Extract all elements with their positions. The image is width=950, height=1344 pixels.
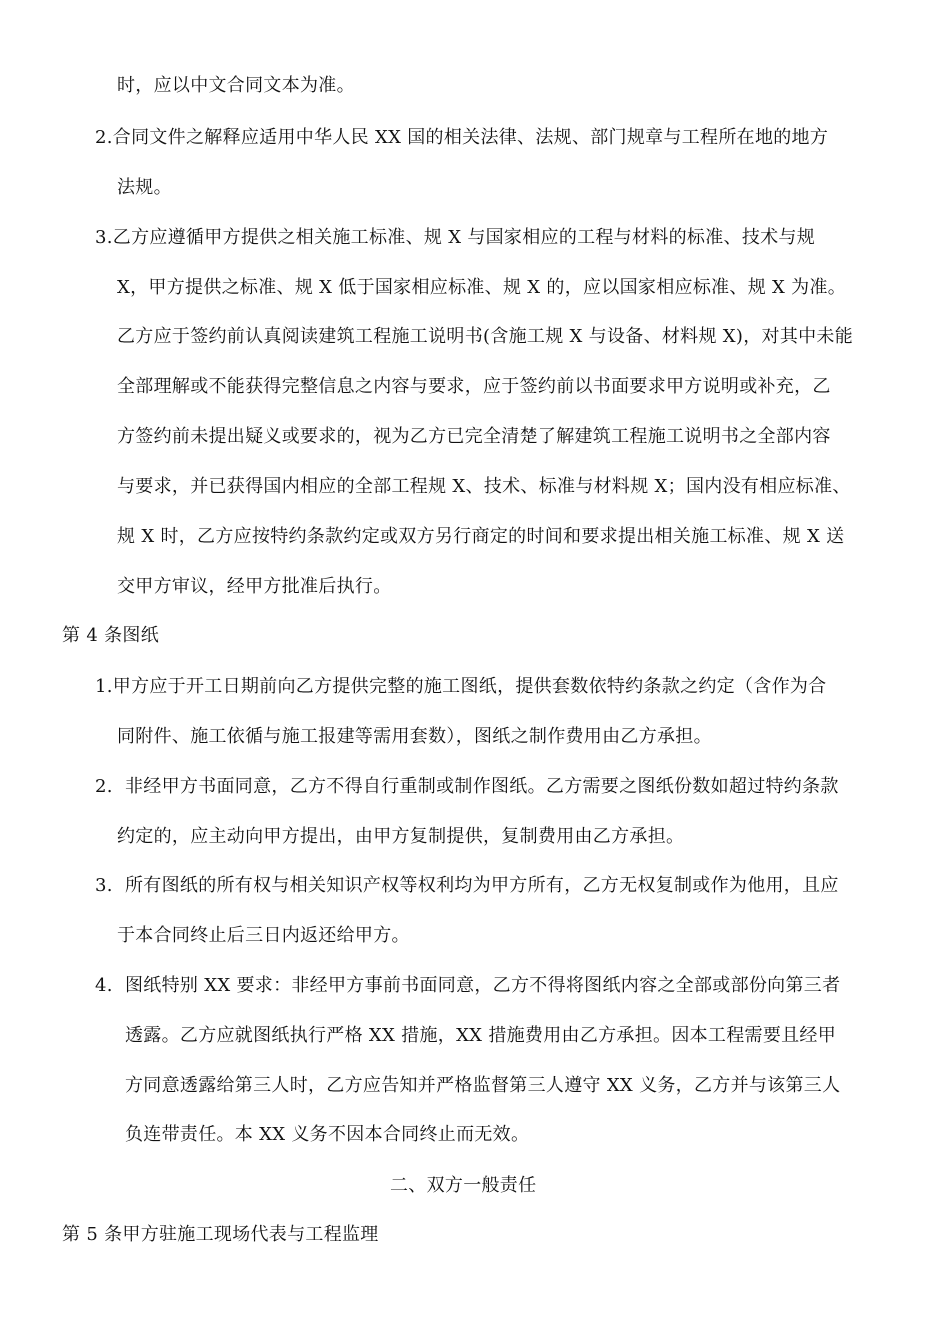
item-number: 2. [95,776,113,797]
text-line: 约定的，应主动向甲方提出，由甲方复制提供，复制费用由乙方承担。 [117,826,685,847]
item-number: 3. [95,875,113,896]
list-item-2 [95,126,828,150]
item-number: 4. [95,975,113,996]
text-line: 时，应以中文合同文本为准。 [117,75,355,96]
list-item-4 [95,974,840,998]
item-number: 3. [95,227,113,248]
text-line: 方同意透露给第三人时，乙方应告知并严格监督第三人遵守 XX 义务，乙方并与该第三人 [125,1075,841,1096]
text-line: 全部理解或不能获得完整信息之内容与要求，应于签约前以书面要求甲方说明或补充，乙 [117,376,831,397]
list-item-3 [95,874,839,898]
clause-heading: 第 4 条图纸 [62,625,159,646]
clause-heading: 第 5 条甲方驻施工现场代表与工程监理 [62,1224,379,1245]
section-title: 二、双方一般责任 [390,1175,537,1196]
text-line: 同附件、施工依循与施工报建等需用套数），图纸之制作费用由乙方承担。 [117,726,712,747]
list-item-1 [95,675,826,699]
text-line: 法规。 [117,177,172,198]
list-item-2 [95,775,839,799]
text-line: X，甲方提供之标准、规 X 低于国家相应标准、规 X 的，应以国家相应标准、规 X 为准。 [117,277,847,298]
text-line: 规 X 时，乙方应按特约条款约定或双方另行商定的时间和要求提出相关施工标准、规 X 送 [117,526,845,547]
text-line: 方签约前未提出疑义或要求的，视为乙方已完全清楚了解建筑工程施工说明书之全部内容 [117,426,831,447]
text-line: 交甲方审议，经甲方批准后执行。 [117,576,392,597]
text-line: 负连带责任。本 XX 义务不因本合同终止而无效。 [125,1124,530,1145]
item-text: 非经甲方书面同意，乙方不得自行重制或制作图纸。乙方需要之图纸份数如超过特约条款 [125,776,839,797]
item-text: 甲方应于开工日期前向乙方提供完整的施工图纸，提供套数依特约条款之约定（含作为合 [112,676,827,697]
list-item-3 [95,226,815,250]
text-line: 与要求，并已获得国内相应的全部工程规 X、技术、标准与材料规 X；国内没有相应标准、 [117,476,851,497]
item-text: 合同文件之解释应适用中华人民 XX 国的相关法律、法规、部门规章与工程所在地的地方 [112,127,829,148]
text-line: 透露。乙方应就图纸执行严格 XX 措施，XX 措施费用由乙方承担。因本工程需要且经甲 [125,1025,837,1046]
item-text: 乙方应遵循甲方提供之相关施工标准、规 X 与国家相应的工程与材料的标准、技术与规 [112,227,816,248]
text-line: 乙方应于签约前认真阅读建筑工程施工说明书(含施工规 X 与设备、材料规 X)，对其中未能 [117,326,854,347]
item-text: 图纸特别 XX 要求：非经甲方事前书面同意，乙方不得将图纸内容之全部或部份向第三者 [125,975,841,996]
text-line: 于本合同终止后三日内返还给甲方。 [117,925,410,946]
item-number: 1. [95,676,113,697]
item-text: 所有图纸的所有权与相关知识产权等权利均为甲方所有，乙方无权复制或作为他用，且应 [125,875,839,896]
item-number: 2. [95,127,113,148]
